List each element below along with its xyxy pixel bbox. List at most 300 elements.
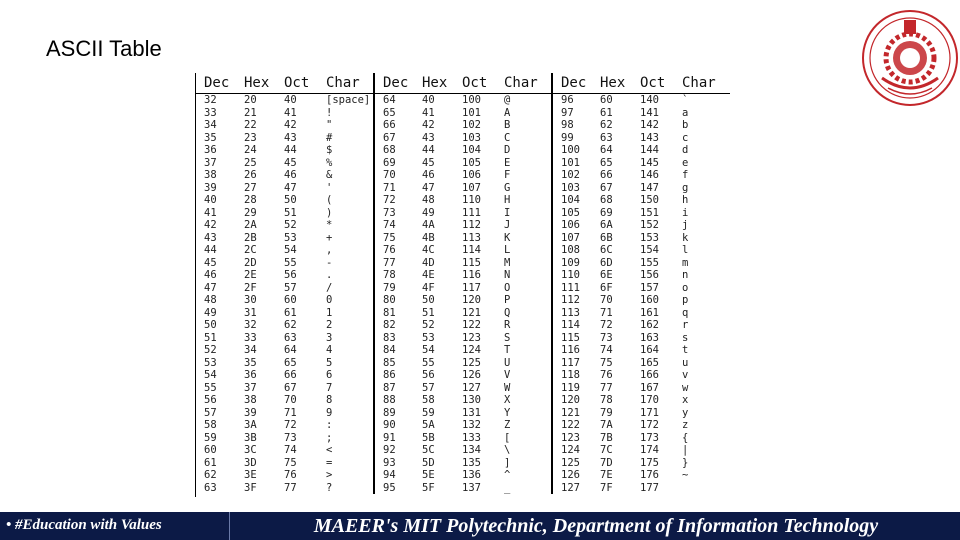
table-cell: 6C	[600, 244, 613, 256]
table-cell: ^	[496, 469, 552, 482]
table-cell: 79	[383, 281, 396, 294]
table-cell: 2D	[244, 256, 257, 269]
footer-bar	[0, 512, 960, 540]
table-cell: 94	[383, 469, 396, 481]
footer-tagline: • #Education with Values	[0, 512, 230, 540]
table-cell: 49	[422, 206, 435, 219]
column-header: Oct	[632, 73, 674, 94]
table-cell: n	[682, 269, 689, 281]
table-row	[196, 482, 730, 495]
table-cell: 64	[600, 144, 613, 156]
table-row	[196, 232, 730, 245]
table-cell: 44	[422, 144, 435, 156]
table-cell: 53	[284, 231, 297, 244]
table-cell: 174	[640, 444, 659, 456]
table-cell: 6D	[600, 256, 613, 269]
table-cell: s	[682, 331, 689, 344]
table-cell: 123	[561, 431, 580, 444]
table-cell: 50	[284, 194, 297, 206]
table-cell: 5B	[422, 431, 435, 444]
table-cell: 152	[640, 219, 659, 231]
table-cell: 30	[244, 294, 257, 306]
table-cell: 131	[462, 406, 481, 419]
table-cell: 48	[422, 194, 435, 206]
table-cell: 52	[284, 219, 297, 231]
table-cell: 43	[422, 131, 435, 144]
table-cell: #	[318, 132, 374, 145]
table-cell: I	[496, 207, 552, 220]
table-cell: ,	[318, 244, 374, 257]
table-cell: o	[682, 281, 689, 294]
table-cell: -	[318, 257, 374, 270]
table-cell: 50	[422, 294, 435, 306]
footer-institute-name: MAEER's MIT Polytechnic, Department of Information Technology	[313, 515, 879, 537]
table-cell: 71	[383, 181, 396, 194]
table-cell: 101	[561, 156, 580, 169]
table-cell: 58	[422, 394, 435, 406]
table-cell: 7B	[600, 431, 613, 444]
table-row	[196, 307, 730, 320]
table-cell: 41	[204, 206, 217, 219]
table-cell: 156	[640, 269, 659, 281]
table-cell: 171	[640, 406, 659, 419]
table-cell: 3A	[244, 419, 257, 431]
table-row	[196, 219, 730, 232]
table-cell: T	[496, 344, 552, 357]
table-cell: 59	[422, 406, 435, 419]
table-cell: 62	[204, 469, 217, 481]
table-cell: u	[682, 356, 689, 369]
table-cell: 115	[561, 331, 580, 344]
table-cell: f	[682, 169, 689, 181]
table-cell: 78	[600, 394, 613, 406]
table-cell: 63	[204, 481, 217, 494]
table-cell: 75	[284, 456, 297, 469]
table-cell: 38	[244, 394, 257, 406]
table-cell: 62	[284, 319, 297, 331]
table-cell: 35	[244, 356, 257, 369]
table-cell: 87	[383, 381, 396, 394]
table-cell: 122	[561, 419, 580, 431]
table-cell: 4F	[422, 281, 435, 294]
table-cell: 27	[244, 181, 257, 194]
table-cell: 47	[284, 181, 297, 194]
table-cell: 48	[204, 294, 217, 306]
table-row	[196, 119, 730, 132]
table-cell: 6F	[600, 281, 613, 294]
table-cell: 120	[462, 294, 481, 306]
table-cell: 68	[383, 144, 396, 156]
table-cell: )	[318, 207, 374, 220]
column-header: Hex	[236, 73, 276, 94]
table-cell: 58	[204, 419, 217, 431]
table-cell: 51	[204, 331, 217, 344]
table-cell: 66	[284, 369, 297, 381]
table-cell: x	[682, 394, 689, 406]
table-cell: 110	[561, 269, 580, 281]
table-cell: 106	[462, 169, 481, 181]
table-cell: .	[318, 269, 374, 282]
table-cell: +	[318, 232, 374, 245]
table-cell: 104	[561, 194, 580, 206]
table-cell: 72	[284, 419, 297, 431]
table-cell: 68	[600, 194, 613, 206]
table-cell: 50	[204, 319, 217, 331]
table-cell: 165	[640, 356, 659, 369]
table-cell: 175	[640, 456, 659, 469]
table-cell: 176	[640, 469, 659, 481]
table-cell: Z	[496, 419, 552, 432]
table-cell: 76	[284, 469, 297, 481]
table-cell: 1	[318, 307, 374, 320]
column-header: Dec	[196, 73, 236, 94]
table-cell: 3F	[244, 481, 257, 494]
table-cell: 115	[462, 256, 481, 269]
table-cell: 46	[204, 269, 217, 281]
table-cell: 32	[204, 94, 217, 106]
table-cell: U	[496, 357, 552, 370]
table-cell: 34	[204, 119, 217, 131]
table-cell: [space]	[318, 94, 374, 107]
table-cell: 130	[462, 394, 481, 406]
table-cell: 47	[422, 181, 435, 194]
table-cell: w	[682, 381, 689, 394]
table-cell: 121	[561, 406, 580, 419]
table-cell: 95	[383, 481, 396, 494]
table-cell: 75	[383, 231, 396, 244]
table-cell: 5F	[422, 481, 435, 494]
table-cell: 150	[640, 194, 659, 206]
table-cell: c	[682, 131, 689, 144]
table-cell: 2C	[244, 244, 257, 256]
table-row	[196, 269, 730, 282]
table-cell: 166	[640, 369, 659, 381]
table-cell: 47	[204, 281, 217, 294]
table-cell: a	[682, 106, 689, 119]
table-row	[196, 419, 730, 432]
table-cell: 4A	[422, 219, 435, 231]
table-cell: 61	[600, 106, 613, 119]
table-cell: 52	[422, 319, 435, 331]
table-row	[196, 294, 730, 307]
table-cell: 5	[318, 357, 374, 370]
table-cell: 28	[244, 194, 257, 206]
table-row	[196, 244, 730, 257]
table-cell: 37	[204, 156, 217, 169]
table-cell: 22	[244, 119, 257, 131]
table-cell: ]	[496, 457, 552, 470]
table-cell: 108	[561, 244, 580, 256]
table-cell: K	[496, 232, 552, 245]
table-cell: 60	[284, 294, 297, 306]
table-cell: 4D	[422, 256, 435, 269]
table-cell: 39	[204, 181, 217, 194]
table-cell: 40	[422, 94, 435, 106]
table-cell: 7C	[600, 444, 613, 456]
table-cell: 45	[284, 156, 297, 169]
table-cell: 153	[640, 231, 659, 244]
slide-title: ASCII Table	[46, 36, 162, 61]
table-cell: 60	[600, 94, 613, 106]
table-row	[196, 257, 730, 270]
table-cell: 110	[462, 194, 481, 206]
table-cell: 116	[462, 269, 481, 281]
table-cell: 59	[204, 431, 217, 444]
table-cell: X	[496, 394, 552, 407]
table-cell: 32	[244, 319, 257, 331]
table-cell: 118	[561, 369, 580, 381]
table-cell: d	[682, 144, 689, 156]
column-header: Oct	[276, 73, 318, 94]
table-row	[196, 407, 730, 420]
ascii-table	[195, 73, 730, 497]
table-cell: W	[496, 382, 552, 395]
table-cell: 6E	[600, 269, 613, 281]
table-cell: 2B	[244, 231, 257, 244]
table-cell: 38	[204, 169, 217, 181]
table-cell: Y	[496, 407, 552, 420]
table-cell: 102	[462, 119, 481, 131]
table-cell: 96	[561, 94, 574, 106]
table-row	[196, 432, 730, 445]
table-cell: k	[682, 231, 689, 244]
column-header: Hex	[414, 73, 454, 94]
table-cell: 164	[640, 344, 659, 356]
table-cell: 144	[640, 144, 659, 156]
table-header-row	[196, 73, 730, 94]
table-cell: 35	[204, 131, 217, 144]
table-cell: 3E	[244, 469, 257, 481]
table-cell: /	[318, 282, 374, 295]
table-cell: 154	[640, 244, 659, 256]
table-cell: 124	[462, 344, 481, 356]
table-cell: 57	[204, 406, 217, 419]
table-cell: 71	[284, 406, 297, 419]
table-cell: L	[496, 244, 552, 257]
table-cell: 113	[561, 306, 580, 319]
table-cell: 42	[284, 119, 297, 131]
table-cell: 111	[462, 206, 481, 219]
table-cell: C	[496, 132, 552, 145]
table-cell: 6A	[600, 219, 613, 231]
table-cell: 3B	[244, 431, 257, 444]
table-cell: 31	[244, 306, 257, 319]
table-cell: 7	[318, 382, 374, 395]
table-cell: 41	[284, 106, 297, 119]
table-cell: 62	[600, 119, 613, 131]
table-cell: 53	[422, 331, 435, 344]
table-cell: 24	[244, 144, 257, 156]
table-cell: 160	[640, 294, 659, 306]
table-cell: 76	[383, 244, 396, 256]
table-row	[196, 382, 730, 395]
table-cell: 65	[383, 106, 396, 119]
table-cell: ~	[682, 469, 689, 481]
table-cell: 3D	[244, 456, 257, 469]
table-cell: 92	[383, 444, 396, 456]
table-cell: 74	[284, 444, 297, 456]
table-cell: 7A	[600, 419, 613, 431]
table-cell: 105	[561, 206, 580, 219]
table-cell: 112	[462, 219, 481, 231]
table-cell: 91	[383, 431, 396, 444]
table-cell: 121	[462, 306, 481, 319]
table-cell: 69	[600, 206, 613, 219]
table-cell: 114	[462, 244, 481, 256]
table-cell: 4E	[422, 269, 435, 281]
table-cell: 89	[383, 406, 396, 419]
table-cell: b	[682, 119, 689, 131]
table-cell: 100	[462, 94, 481, 106]
table-cell: 66	[600, 169, 613, 181]
table-row	[196, 319, 730, 332]
table-cell: 137	[462, 481, 481, 494]
table-cell: G	[496, 182, 552, 195]
table-cell: 40	[284, 94, 297, 106]
table-cell: 126	[561, 469, 580, 481]
table-row	[196, 469, 730, 482]
table-cell: 102	[561, 169, 580, 181]
table-cell: 5A	[422, 419, 435, 431]
table-cell: 122	[462, 319, 481, 331]
table-cell: 54	[204, 369, 217, 381]
table-cell: H	[496, 194, 552, 207]
table-cell: 55	[422, 356, 435, 369]
table-cell: 155	[640, 256, 659, 269]
table-cell: 167	[640, 381, 659, 394]
table-row	[196, 157, 730, 170]
table-cell: 26	[244, 169, 257, 181]
table-cell: 3	[318, 332, 374, 345]
table-cell: 56	[204, 394, 217, 406]
table-cell: N	[496, 269, 552, 282]
table-cell: 146	[640, 169, 659, 181]
table-cell: 5D	[422, 456, 435, 469]
table-cell: z	[682, 419, 689, 431]
table-cell: 83	[383, 331, 396, 344]
table-cell: 63	[284, 331, 297, 344]
table-cell: `	[682, 94, 689, 106]
table-cell: 42	[422, 119, 435, 131]
table-cell: 78	[383, 269, 396, 281]
table-row	[196, 194, 730, 207]
table-cell: 70	[284, 394, 297, 406]
table-cell: >	[318, 469, 374, 482]
table-row	[196, 344, 730, 357]
table-cell: 109	[561, 256, 580, 269]
table-cell: (	[318, 194, 374, 207]
table-cell: F	[496, 169, 552, 182]
table-cell: %	[318, 157, 374, 170]
table-cell: _	[496, 482, 552, 495]
table-cell: M	[496, 257, 552, 270]
table-cell: @	[496, 94, 552, 107]
table-cell: 107	[561, 231, 580, 244]
table-cell: 23	[244, 131, 257, 144]
table-cell: 67	[284, 381, 297, 394]
column-header: Char	[496, 73, 552, 94]
table-cell: j	[682, 219, 689, 231]
table-cell: 43	[204, 231, 217, 244]
table-cell: 56	[422, 369, 435, 381]
table-cell: 49	[204, 306, 217, 319]
table-cell: 39	[244, 406, 257, 419]
table-cell: 103	[561, 181, 580, 194]
table-row	[196, 444, 730, 457]
table-row	[196, 169, 730, 182]
table-cell: 3C	[244, 444, 257, 456]
table-cell: 80	[383, 294, 396, 306]
table-row	[196, 182, 730, 195]
table-cell: 56	[284, 269, 297, 281]
table-cell: 134	[462, 444, 481, 456]
table-cell: 124	[561, 444, 580, 456]
table-cell: 9	[318, 407, 374, 420]
table-cell: Q	[496, 307, 552, 320]
table-cell: 145	[640, 156, 659, 169]
table-cell: 7F	[600, 481, 613, 494]
table-cell: 55	[284, 256, 297, 269]
table-row	[196, 394, 730, 407]
table-row	[196, 107, 730, 120]
table-cell: 21	[244, 106, 257, 119]
table-cell: 29	[244, 206, 257, 219]
table-cell: 5C	[422, 444, 435, 456]
table-row	[196, 457, 730, 470]
table-cell: 163	[640, 331, 659, 344]
table-cell: 104	[462, 144, 481, 156]
table-cell: m	[682, 256, 689, 269]
table-cell: |	[682, 444, 689, 456]
table-cell: 64	[383, 94, 396, 106]
table-cell: 65	[284, 356, 297, 369]
table-cell: 177	[640, 481, 659, 494]
table-cell: 44	[204, 244, 217, 256]
table-cell: 73	[383, 206, 396, 219]
column-header: Dec	[374, 73, 414, 94]
table-cell: 74	[383, 219, 396, 231]
table-cell: 51	[284, 206, 297, 219]
column-header: Hex	[592, 73, 632, 94]
table-cell: 125	[561, 456, 580, 469]
table-cell: 135	[462, 456, 481, 469]
table-cell: 37	[244, 381, 257, 394]
table-cell: 36	[204, 144, 217, 156]
table-cell: 125	[462, 356, 481, 369]
table-cell: 77	[284, 481, 297, 494]
table-cell: 157	[640, 281, 659, 294]
table-cell: 5E	[422, 469, 435, 481]
table-cell: 64	[284, 344, 297, 356]
table-cell: 90	[383, 419, 396, 431]
table-cell: 85	[383, 356, 396, 369]
column-header: Oct	[454, 73, 496, 94]
table-cell: t	[682, 344, 689, 356]
table-cell: 61	[284, 306, 297, 319]
table-cell: 33	[244, 331, 257, 344]
table-cell: 79	[600, 406, 613, 419]
table-cell: 101	[462, 106, 481, 119]
table-cell: 172	[640, 419, 659, 431]
table-cell: 81	[383, 306, 396, 319]
table-row	[196, 369, 730, 382]
table-cell: 132	[462, 419, 481, 431]
table-cell: 82	[383, 319, 396, 331]
table-cell: 88	[383, 394, 396, 406]
table-cell: 147	[640, 181, 659, 194]
table-cell: 100	[561, 144, 580, 156]
table-cell: 119	[561, 381, 580, 394]
